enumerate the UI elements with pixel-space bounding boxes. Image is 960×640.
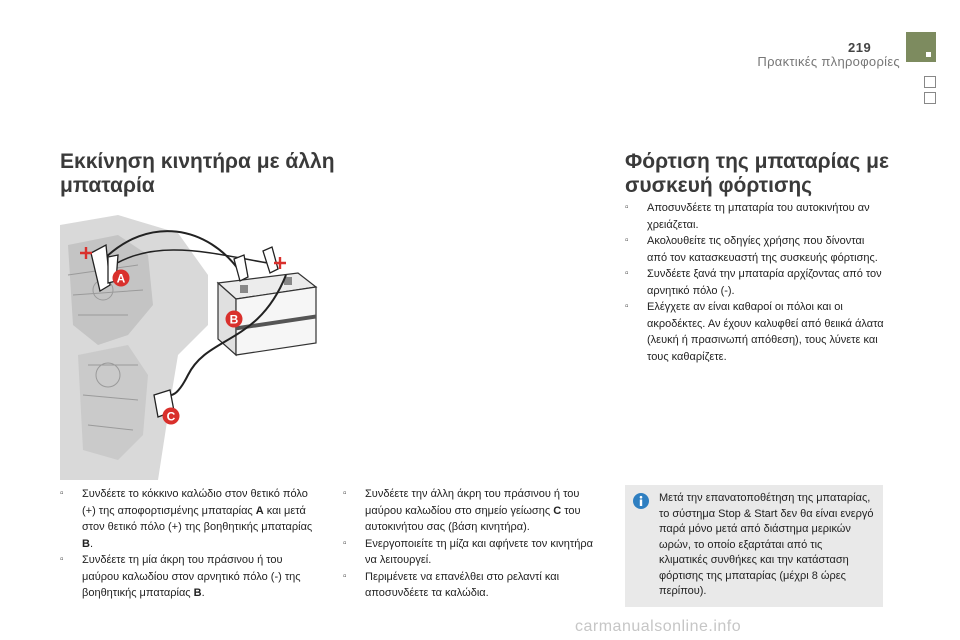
info-icon: [633, 493, 649, 509]
square-bullet-icon: ▫: [625, 235, 629, 246]
list-item: [625, 299, 887, 365]
step-text-2: και μετά στον θετικό πόλο (+) της βοηθητικής μπαταρίας: [82, 504, 313, 533]
step-text: Συνδέετε την άλλη άκρη του πράσινου ή του μαύρου καλωδίου στο σημείο γείωσης: [365, 488, 580, 517]
list-item: [625, 233, 887, 266]
square-bullet-icon: ▫: [625, 202, 629, 213]
step-text: Ακολουθείτε τις οδηγίες χρήσης που δίνονται από τον κατασκευαστή της συσκευής φόρτισης.: [647, 235, 878, 264]
left-steps-col2: [343, 486, 605, 602]
info-text: Μετά την επανατοποθέτηση της μπαταρίας, το σύστημα Stop & Start δεν θα είναι ενεργό παρά μόνο μετά από διάστημα μερικών ωρών, το οποίο εξαρτάται από τις κλιματικές συνθήκες και την κατάσταση φόρτισης της μπαταρίας (μέχρι 8 ώρες περίπου).: [659, 492, 874, 597]
left-heading-line2: μπαταρία: [60, 174, 155, 197]
square-bullet-icon: ▫: [343, 488, 347, 499]
step-text-2: .: [201, 587, 205, 599]
list-item: [60, 486, 322, 552]
watermark: carmanualsonline.info: [575, 618, 742, 635]
square-bullet-icon: ▫: [625, 301, 629, 312]
label-c: [163, 408, 180, 425]
label-b: [226, 311, 243, 328]
square-bullet-icon: ▫: [60, 554, 64, 565]
list-item: [625, 266, 887, 299]
step-text: Συνδέετε το κόκκινο καλώδιο στον θετικό πόλο (+) της αποφορτισμένης μπαταρίας: [82, 488, 308, 517]
square-bullet-icon: ▫: [625, 268, 629, 279]
step-text: Ενεργοποιείτε τη μίζα και αφήνετε τον κινητήρα να λειτουργεί.: [365, 537, 593, 566]
jump-start-illustration: [58, 215, 320, 480]
left-heading-line1: Εκκίνηση κινητήρα με άλλη: [60, 150, 335, 173]
svg-text:B: B: [229, 312, 239, 327]
step-bold-2: B: [82, 537, 90, 550]
step-text-2: του αυτοκινήτου σας (βάση κινητήρα).: [365, 504, 581, 533]
chapter-tab-marker: [906, 32, 936, 62]
right-heading-line1: Φόρτιση της μπαταρίας με: [625, 150, 889, 173]
svg-text:C: C: [166, 409, 176, 424]
step-bold: B: [193, 587, 202, 599]
label-a: [113, 270, 130, 287]
section-title: Πρακτικές πληροφορίες: [757, 54, 900, 69]
right-heading: [625, 150, 889, 198]
step-text: Συνδέετε ξανά την μπαταρία αρχίζοντας από τον αρνητικό πόλο (-).: [647, 268, 882, 297]
list-item: [60, 552, 322, 602]
step-bold: C: [553, 504, 562, 517]
step-text: Συνδέετε τη μία άκρη του πράσινου ή του μαύρου καλωδίου στον αρνητικό πόλο (-) της βοηθητικής μπαταρίας: [82, 554, 301, 599]
chapter-box-2: [924, 92, 936, 104]
chapter-box-1: [924, 76, 936, 88]
step-bold: A: [255, 504, 264, 517]
square-bullet-icon: ▫: [60, 488, 64, 499]
list-item: [343, 536, 605, 569]
step-text-3: .: [89, 537, 94, 550]
left-heading: [60, 150, 335, 198]
left-steps-col1: [60, 486, 322, 602]
page-number: 219: [848, 40, 872, 55]
right-heading-line2: συσκευή φόρτισης: [625, 174, 813, 197]
list-item: [625, 200, 887, 233]
right-steps: [625, 200, 887, 365]
square-bullet-icon: ▫: [343, 570, 347, 582]
svg-text:A: A: [116, 271, 126, 286]
list-item: [343, 569, 605, 602]
square-bullet-icon: ▫: [343, 537, 347, 549]
info-box: [625, 485, 883, 607]
step-text: Περιμένετε να επανέλθει στο ρελαντί και αποσυνδέετε τα καλώδια.: [365, 570, 560, 599]
step-text: Αποσυνδέετε τη μπαταρία του αυτοκινήτου αν χρειάζεται.: [647, 202, 870, 231]
step-text: Ελέγχετε αν είναι καθαροί οι πόλοι και οι ακροδέκτες. Αν έχουν καλυφθεί από θειικά άλατα (λευκή ή πρασινωπή απόθεση), τους λύνετε και τους καθαρίζετε.: [647, 301, 884, 363]
list-item: [343, 486, 605, 536]
